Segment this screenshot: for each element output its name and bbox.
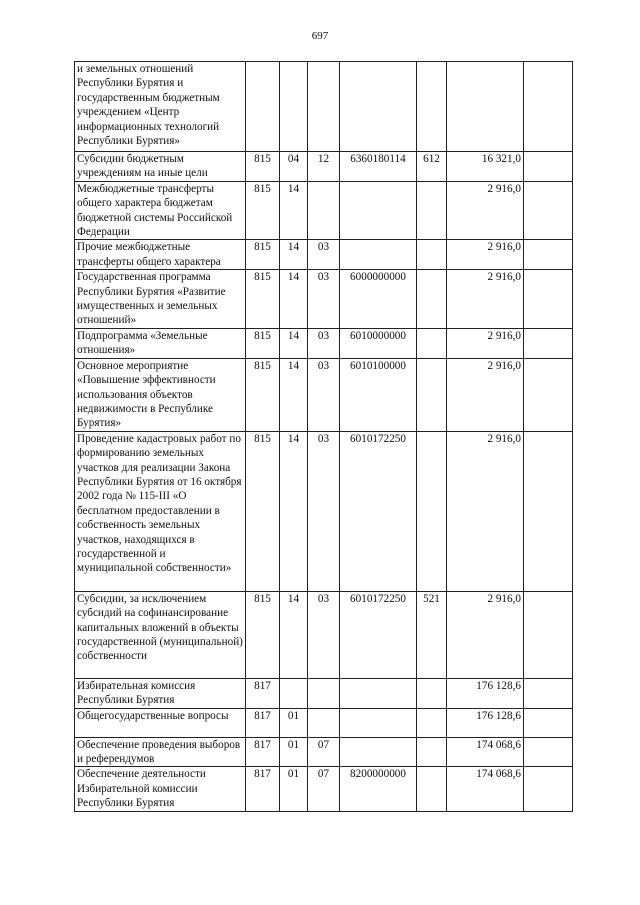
extra-column-cell [524,270,573,329]
amount-cell: 2 916,0 [447,181,524,240]
subsection-code-cell: 03 [308,270,340,329]
expense-type-cell [417,678,447,708]
ministry-code-cell: 815 [246,358,280,431]
subsection-code-cell [308,678,340,708]
target-article-cell [340,181,417,240]
table-row [75,431,573,591]
extra-column-cell [524,328,573,358]
expense-type-cell: 612 [417,152,447,182]
row-name-cell: Субсидии бюджетным учреждениям на иные цели [75,152,246,182]
subsection-code-cell [308,181,340,240]
expense-type-cell [417,270,447,329]
amount-cell: 176 128,6 [447,678,524,708]
table-row [75,591,573,678]
section-code-cell: 14 [280,358,308,431]
extra-column-cell [524,591,573,678]
section-code-cell: 14 [280,270,308,329]
amount-cell [447,62,524,152]
amount-cell: 174 068,6 [447,767,524,811]
amount-cell: 174 068,6 [447,737,524,767]
section-code-cell [280,678,308,708]
ministry-code-cell: 815 [246,431,280,591]
expense-type-cell: 521 [417,591,447,678]
row-name-cell: Государственная программа Республики Бурятия «Развитие имущественных и земельных отношений» [75,270,246,329]
row-name-cell: Прочие межбюджетные трансферты общего характера [75,240,246,270]
row-name-cell: Проведение кадастровых работ по формированию земельных участков для реализации Закона Республики Бурятия от 16 октября 2002 года № 115-III «О бесплатном предоставлении в собственность земельных участков, находящихся в государственной и муниципальной собственности» [75,431,246,591]
table-row [75,240,573,270]
section-code-cell: 14 [280,591,308,678]
ministry-code-cell: 815 [246,270,280,329]
section-code-cell: 14 [280,431,308,591]
extra-column-cell [524,767,573,811]
amount-cell: 2 916,0 [447,270,524,329]
expense-type-cell [417,431,447,591]
section-code-cell: 01 [280,767,308,811]
ministry-code-cell: 817 [246,678,280,708]
amount-cell: 2 916,0 [447,328,524,358]
subsection-code-cell: 03 [308,431,340,591]
subsection-code-cell: 12 [308,152,340,182]
section-code-cell: 14 [280,240,308,270]
ministry-code-cell: 817 [246,737,280,767]
ministry-code-cell [246,62,280,152]
target-article-cell [340,737,417,767]
amount-cell: 2 916,0 [447,431,524,591]
table-row [75,181,573,240]
extra-column-cell [524,152,573,182]
subsection-code-cell: 07 [308,737,340,767]
section-code-cell: 01 [280,737,308,767]
row-name-cell: и земельных отношений Республики Бурятия и государственным бюджетным учреждением «Центр информационных технологий Республики Бурятия» [75,62,246,152]
row-name-cell: Избирательная комиссия Республики Бурятия [75,678,246,708]
expense-type-cell [417,328,447,358]
section-code-cell: 01 [280,708,308,737]
subsection-code-cell: 03 [308,240,340,270]
table-row [75,737,573,767]
expense-type-cell [417,358,447,431]
subsection-code-cell [308,708,340,737]
subsection-code-cell [308,62,340,152]
expense-type-cell [417,737,447,767]
table-row [75,270,573,329]
target-article-cell: 6010100000 [340,358,417,431]
page-number: 697 [311,30,329,42]
subsection-code-cell: 03 [308,328,340,358]
amount-cell: 16 321,0 [447,152,524,182]
target-article-cell: 6360180114 [340,152,417,182]
ministry-code-cell: 815 [246,181,280,240]
extra-column-cell [524,431,573,591]
amount-cell: 2 916,0 [447,240,524,270]
table-row [75,678,573,708]
section-code-cell [280,62,308,152]
target-article-cell [340,62,417,152]
subsection-code-cell: 03 [308,591,340,678]
target-article-cell: 6010000000 [340,328,417,358]
row-name-cell: Основное мероприятие «Повышение эффективности использования объектов недвижимости в Республике Бурятия» [75,358,246,431]
table-row [75,62,573,152]
row-name-cell: Межбюджетные трансферты общего характера бюджетам бюджетной системы Российской Федерации [75,181,246,240]
target-article-cell [340,678,417,708]
extra-column-cell [524,678,573,708]
table-row [75,708,573,737]
row-name-cell: Обеспечение деятельности Избирательной комиссии Республики Бурятия [75,767,246,811]
section-code-cell: 14 [280,328,308,358]
ministry-code-cell: 815 [246,591,280,678]
expense-type-cell [417,240,447,270]
section-code-cell: 14 [280,181,308,240]
target-article-cell: 8200000000 [340,767,417,811]
extra-column-cell [524,358,573,431]
amount-cell: 2 916,0 [447,591,524,678]
extra-column-cell [524,708,573,737]
subsection-code-cell: 07 [308,767,340,811]
table-row [75,358,573,431]
ministry-code-cell: 815 [246,152,280,182]
extra-column-cell [524,181,573,240]
extra-column-cell [524,737,573,767]
table-row [75,328,573,358]
target-article-cell [340,240,417,270]
expense-type-cell [417,181,447,240]
target-article-cell: 6010172250 [340,591,417,678]
target-article-cell: 6000000000 [340,270,417,329]
subsection-code-cell: 03 [308,358,340,431]
extra-column-cell [524,240,573,270]
expense-type-cell [417,708,447,737]
extra-column-cell [524,62,573,152]
budget-table [74,61,573,812]
row-name-cell: Подпрограмма «Земельные отношения» [75,328,246,358]
expense-type-cell [417,62,447,152]
amount-cell: 2 916,0 [447,358,524,431]
ministry-code-cell: 815 [246,240,280,270]
expense-type-cell [417,767,447,811]
row-name-cell: Обеспечение проведения выборов и референдумов [75,737,246,767]
ministry-code-cell: 817 [246,767,280,811]
row-name-cell: Субсидии, за исключением субсидий на софинансирование капитальных вложений в объекты государственной (муниципальной) собственности [75,591,246,678]
amount-cell: 176 128,6 [447,708,524,737]
table-row [75,767,573,811]
target-article-cell [340,708,417,737]
section-code-cell: 04 [280,152,308,182]
ministry-code-cell: 815 [246,328,280,358]
table-row [75,152,573,182]
ministry-code-cell: 817 [246,708,280,737]
row-name-cell: Общегосударственные вопросы [75,708,246,737]
target-article-cell: 6010172250 [340,431,417,591]
